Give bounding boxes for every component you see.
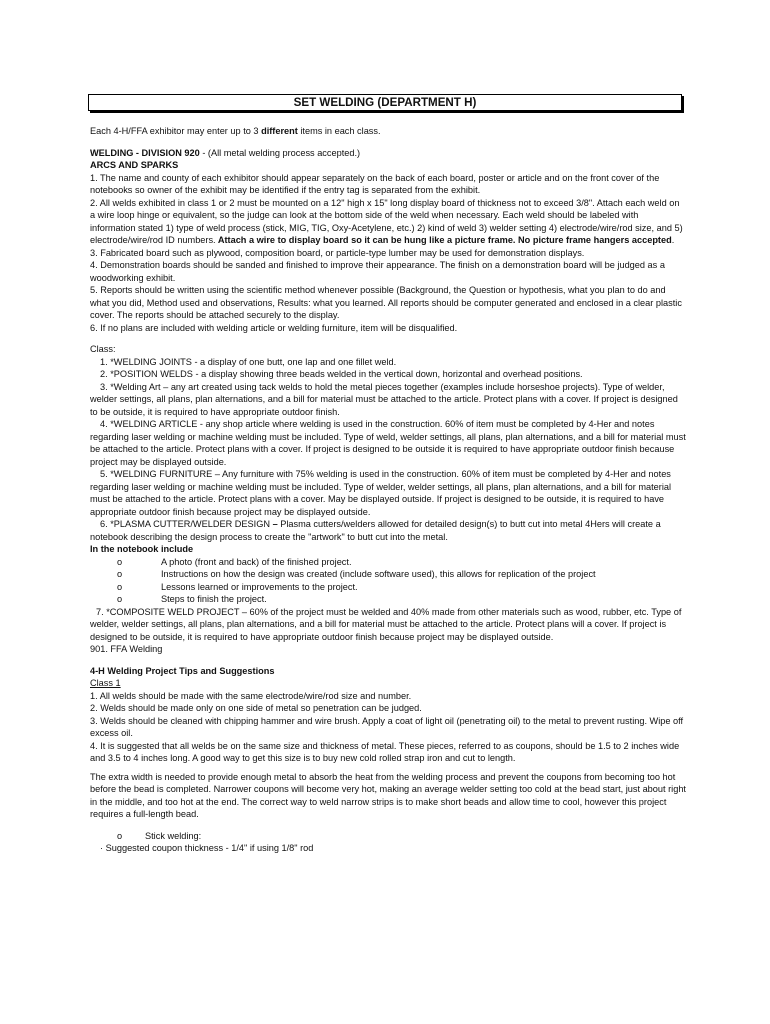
class-6: 6. *PLASMA CUTTER/WELDER DESIGN – Plasma cutters/welders allowed for detailed design(s) to butt cut into metal 4Hers will create a notebook describing the design process to create the "artwork" to butt cut into the metal. bbox=[90, 519, 661, 542]
tips-extra: The extra width is needed to provide enough metal to absorb the heat from the welding process and prevent the coupons from becoming too hot before the bead is completed. Narrower coupons will become very hot, making an average welder setting too cold at the bead start, just about right in the middle, and too hot at the end. The correct way to weld narrow strips is to make short beads and allow time to cool, however this project requires a full-length bead. bbox=[90, 771, 686, 819]
rule-2: 2. All welds exhibited in class 1 or 2 must be mounted on a 12" high x 15" long display board of thickness not to exceed 3/8". Attach each weld on a wire loop hinge or equivalent, so the judge can look at the bottom side of the weld when necessary. Each weld should be labeled with information stated 1) type of weld process (stick, MIG, TIG, Oxy-Acetylene, etc.) 2) kind of weld 3) welder setting 4) electrode/wire/rod size, and 5) electrode/wire/rod ID numbers. Attach a wire to display board so it can be hung like a picture frame. No picture frame hangers accepted. bbox=[90, 197, 683, 245]
tip-2: 2. Welds should be made only on one side of metal so penetration can be judged. bbox=[90, 703, 422, 713]
notebook-label: In the notebook include bbox=[90, 544, 194, 554]
notebook-list bbox=[90, 556, 686, 606]
rule-4: 4. Demonstration boards should be sanded and finished to improve their appearance. The finish on a demonstration board will be judged as a woodworking exhibit. bbox=[90, 260, 665, 283]
bullet-icon: o bbox=[117, 581, 123, 592]
rule-5: 5. Reports should be written using the scientific method whenever possible (Background, the Question or hypothesis, what you plan to do and what you did, Method used and observations, Results: what you learned. All reports should be computer generated and enclosed in a clear plastic cover. The reports should be attached securely to the display. bbox=[90, 285, 682, 320]
tip-4: 4. It is suggested that all welds be on the same size and thickness of metal. These pieces, referred to as coupons, should be 1.5 to 2 inches wide and 3.5 to 4 inches long. A good way to get this size is to buy new cold rolled strap iron and cut to length. bbox=[90, 740, 680, 763]
stick-list bbox=[90, 830, 686, 843]
tip-3: 3. Welds should be cleaned with chipping hammer and wire brush. Apply a coat of light oil (penetrating oil) to the metal to prevent rusting. Wipe off excess oil. bbox=[90, 715, 684, 738]
bullet-icon: o bbox=[117, 556, 123, 567]
bullet-icon: o bbox=[117, 830, 123, 841]
tips-class-label: Class 1 bbox=[90, 678, 121, 688]
class-7: 7. *COMPOSITE WELD PROJECT – 60% of the project must be welded and 40% made from other materials such as wood, rubber, etc. Type of welder, welder settings, all plans, plan alternations, and a bill for material must be attached to the article. Protect plans will a cover. If project is designed to be outside, it is required to have appropriate outdoor finish because project may be displayed outside. bbox=[90, 606, 682, 642]
list-item: o Lessons learned or improvements to the project. bbox=[117, 581, 358, 592]
division-heading: WELDING - DIVISION 920 - (All metal welding process accepted.) bbox=[90, 147, 361, 158]
tips-heading: 4-H Welding Project Tips and Suggestions bbox=[90, 665, 275, 676]
list-item: o Steps to finish the project. bbox=[117, 594, 267, 604]
bullet-icon: o bbox=[117, 569, 123, 579]
division-subheading: ARCS AND SPARKS bbox=[90, 160, 179, 170]
page-title: SET WELDING (DEPARTMENT H) bbox=[88, 94, 682, 111]
tip-1: 1. All welds should be made with the same electrode/wire/rod size and number. bbox=[90, 690, 412, 701]
class-1: 1. *WELDING JOINTS - a display of one butt, one lap and one fillet weld. bbox=[100, 356, 397, 367]
intro-text: Each 4-H/FFA exhibitor may enter up to 3 different items in each class. bbox=[90, 126, 381, 136]
class-label: Class: bbox=[90, 344, 116, 354]
list-item: o Instructions on how the design was created (include software used), this allows for replication of the project bbox=[117, 569, 596, 579]
list-item: o A photo (front and back) of the finished project. bbox=[117, 556, 352, 567]
coupon-note: · Suggested coupon thickness - 1/4" if using 1/8" rod bbox=[100, 843, 314, 853]
ffa-welding: 901. FFA Welding bbox=[90, 644, 163, 654]
class-3: 3. *Welding Art – any art created using tack welds to hold the metal pieces together (examples include horseshoe projects). Type of welder, welder settings, all plans, plan alternations, and a bill for material must be attached to the article. Protect plans with a cover. If project is designed to be outside, it is required to have appropriate outdoor finish. bbox=[90, 381, 678, 417]
rule-6: 6. If no plans are included with welding article or welding furniture, item will be disqualified. bbox=[90, 322, 458, 333]
bullet-icon: o bbox=[117, 594, 123, 604]
class-5: 5. *WELDING FURNITURE – Any furniture with 75% welding is used in the construction. 60% of item must be completed by 4-Her and notes regarding laser welding or machine welding must be included. Type of welder, welder settings, all plans, plan alternations, and a bill for material must be attached to the article. Protect plans with a cover. May be displayed outside. If project is designed to be outside, it is required to have appropriate outdoor finish because project may be displayed outside. bbox=[90, 469, 672, 517]
rule-3: 3. Fabricated board such as plywood, composition board, or particle-type lumber may be used for demonstration displays. bbox=[90, 247, 585, 258]
list-item: o Stick welding: bbox=[117, 830, 202, 841]
document-page bbox=[90, 94, 686, 855]
class-2: 2. *POSITION WELDS - a display showing three beads welded in the vertical down, horizontal and overhead positions. bbox=[100, 369, 583, 379]
rule-1: 1. The name and county of each exhibitor should appear separately on the back of each board, poster or article and on the front cover of the notebooks so owner of the exhibit may be identified if the entry tag is separated from the exhibit. bbox=[90, 172, 660, 195]
class-4: 4. *WELDING ARTICLE - any shop article where welding is used in the construction. 60% of item must be completed by 4-Her and notes regarding laser welding or machine welding must be included. Type of weld, welder settings, all plans, plan alternations, and a bill for material must be attached to the article. Protect plans with a cover. If project is designed to be outside it is required to have appropriate outdoor finish because project may be displayed outside. bbox=[90, 419, 686, 467]
